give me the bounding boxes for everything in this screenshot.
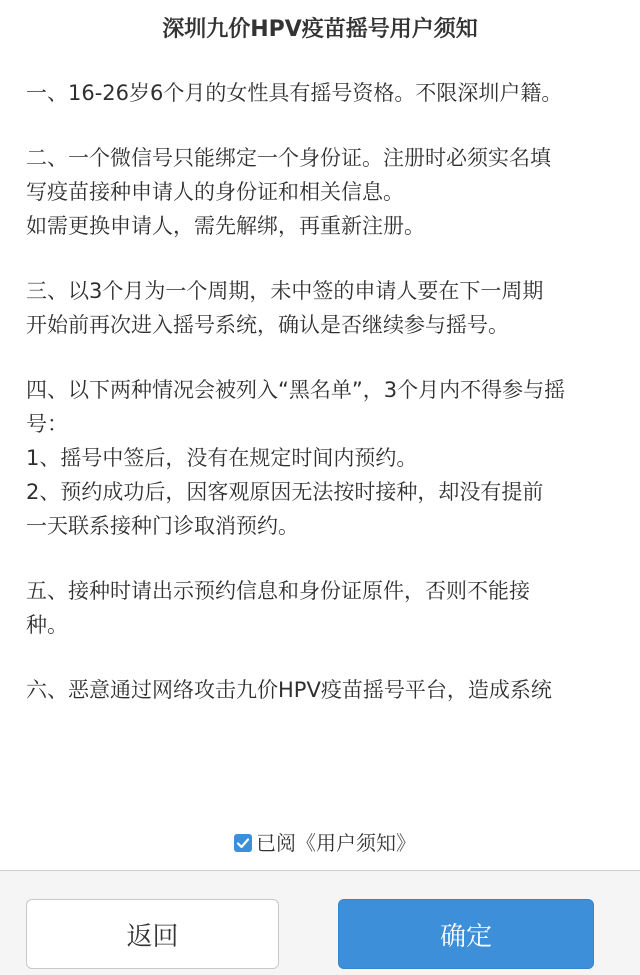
notice-line: 2、预约成功后，因客观原因无法按时接种，却没有提前 <box>26 480 544 504</box>
notice-section <box>26 673 622 707</box>
notice-line: 种。 <box>26 613 68 637</box>
confirm-button[interactable]: 确定 <box>338 899 594 969</box>
agreement-toggle[interactable] <box>234 828 416 858</box>
notice-section <box>26 373 622 543</box>
notice-line: 开始前再次进入摇号系统，确认是否继续参与摇号。 <box>26 313 509 337</box>
notice-line: 号： <box>26 412 68 436</box>
notice-section <box>26 274 622 342</box>
agreement-row <box>0 826 640 860</box>
notice-content[interactable] <box>26 76 622 811</box>
notice-line: 六、恶意通过网络攻击九价HPV疫苗摇号平台，造成系统 <box>26 678 552 702</box>
notice-line: 三、以3个月为一个周期，未中签的申请人要在下一周期 <box>26 279 544 303</box>
notice-line: 1、摇号中签后，没有在规定时间内预约。 <box>26 446 418 470</box>
notice-line: 写疫苗接种申请人的身份证和相关信息。 <box>26 180 404 204</box>
notice-section <box>26 76 622 110</box>
notice-line: 如需更换申请人，需先解绑，再重新注册。 <box>26 214 425 238</box>
notice-section <box>26 141 622 243</box>
agreement-label: 已阅《用户须知》 <box>256 831 416 855</box>
notice-line: 四、以下两种情况会被列入“黑名单”，3个月内不得参与摇 <box>26 378 566 402</box>
notice-line: 五、接种时请出示预约信息和身份证原件，否则不能接 <box>26 579 530 603</box>
checkmark-icon <box>236 836 250 850</box>
notice-line: 一天联系接种门诊取消预约。 <box>26 514 299 538</box>
notice-line: 二、一个微信号只能绑定一个身份证。注册时必须实名填 <box>26 146 551 170</box>
back-button[interactable]: 返回 <box>26 899 279 969</box>
notice-line: 一、16-26岁6个月的女性具有摇号资格。不限深圳户籍。 <box>26 81 563 105</box>
agreement-checkbox[interactable] <box>234 834 252 852</box>
page-title: 深圳九价HPV疫苗摇号用户须知 <box>162 17 478 42</box>
notice-section <box>26 574 622 642</box>
